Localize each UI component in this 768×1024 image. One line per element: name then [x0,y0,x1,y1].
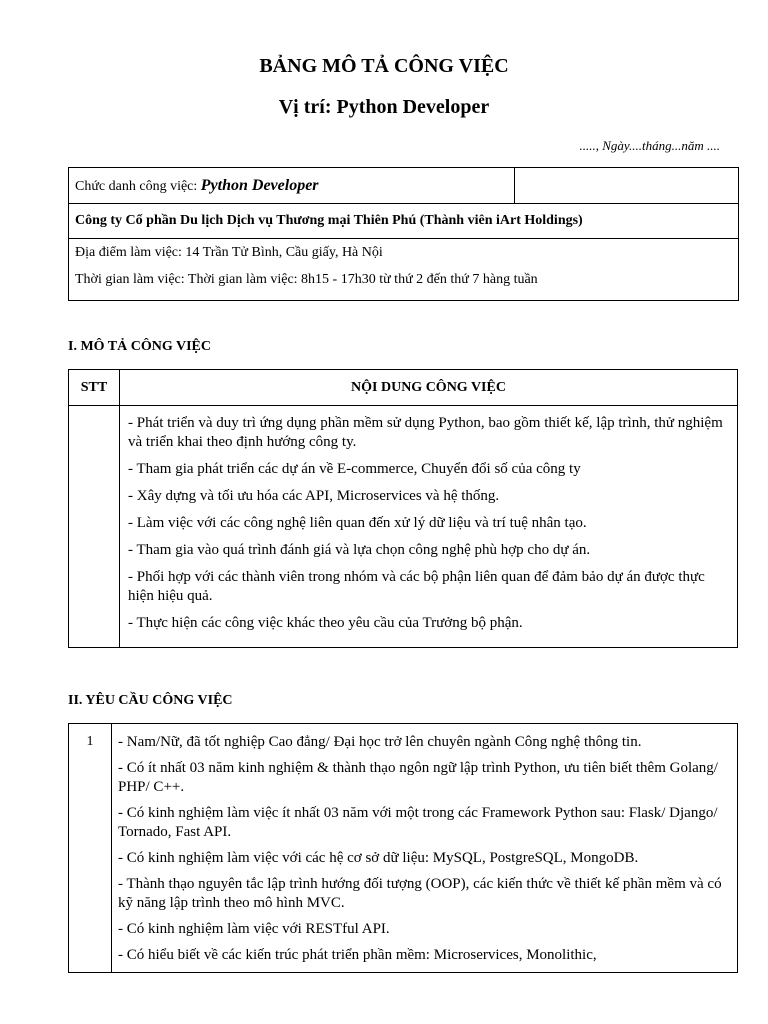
column-header-content: NỘI DUNG CÔNG VIỆC [120,370,738,406]
requirements-content [112,724,738,973]
workplace-cell [69,239,739,301]
job-description-table [68,369,738,648]
date-line: ....., Ngày....tháng...năm .... [579,138,720,153]
job-title-cell [69,168,515,204]
requirement-item: - Có hiểu biết về các kiến trúc phát triển phần mềm: Microservices, Monolithic, [118,947,597,963]
description-item: - Tham gia phát triển các dự án về E-commerce, Chuyển đổi số của công ty [128,461,581,477]
description-content [120,406,738,648]
requirement-item: - Có kinh nghiệm làm việc với các hệ cơ sở dữ liệu: MySQL, PostgreSQL, MongoDB. [118,850,639,866]
stt-cell [69,406,120,648]
description-item: - Làm việc với các công nghệ liên quan đến xử lý dữ liệu và trí tuệ nhân tạo. [128,515,587,531]
position-heading: Vị trí: Python Developer [278,96,490,118]
document-title: BẢNG MÔ TẢ CÔNG VIỆC [259,55,509,77]
description-item: - Tham gia vào quá trình đánh giá và lựa chọn công nghệ phù hợp cho dự án. [128,542,591,558]
requirement-item: - Có ít nhất 03 năm kinh nghiệm & thành thạo ngôn ngữ lập trình Python, ưu tiên biết thêm Golang/ PHP/ C++. [118,760,718,795]
job-title-value: Python Developer [200,176,319,194]
requirement-item: - Có kinh nghiệm làm việc với RESTful API. [118,921,390,937]
description-item: - Thực hiện các công việc khác theo yêu cầu của Trưởng bộ phận. [128,615,523,631]
empty-cell [515,168,739,204]
column-header-stt: STT [69,370,120,406]
work-hours: Thời gian làm việc: Thời gian làm việc: 8h15 - 17h30 từ thứ 2 đến thứ 7 hàng tuần [75,272,538,287]
section-heading-job-description: I. MÔ TẢ CÔNG VIỆC [68,339,212,354]
row-number: 1 [69,724,112,973]
requirement-item: - Nam/Nữ, đã tốt nghiệp Cao đẳng/ Đại học trở lên chuyên ngành Công nghệ thông tin. [118,734,642,750]
description-item: - Phối hợp với các thành viên trong nhóm và các bộ phận liên quan để đảm bảo dự án được thực hiện hiệu quả. [128,569,705,604]
company-name: Công ty Cổ phần Du lịch Dịch vụ Thương mại Thiên Phú (Thành viên iArt Holdings) [69,204,739,239]
requirement-item: - Có kinh nghiệm làm việc ít nhất 03 năm với một trong các Framework Python sau: Flask/ Django/ Tornado, Fast API. [118,805,718,840]
job-requirements-table [68,723,738,973]
section-heading-job-requirements: II. YÊU CẦU CÔNG VIỆC [68,693,233,708]
description-item: - Xây dựng và tối ưu hóa các API, Microservices và hệ thống. [128,488,500,504]
description-item: - Phát triển và duy trì ứng dụng phần mềm sử dụng Python, bao gồm thiết kế, lập trình, thử nghiệm và triển khai theo định hướng công ty. [128,415,723,450]
work-location: Địa điểm làm việc: 14 Trần Tử Bình, Cầu giấy, Hà Nội [75,245,383,260]
job-info-table [68,167,739,301]
requirement-item: - Thành thạo nguyên tắc lập trình hướng đối tượng (OOP), các kiến thức về thiết kế phần mềm và có kỹ năng lập trình theo mô hình MVC. [118,876,722,911]
job-title-label: Chức danh công việc: [75,178,198,194]
